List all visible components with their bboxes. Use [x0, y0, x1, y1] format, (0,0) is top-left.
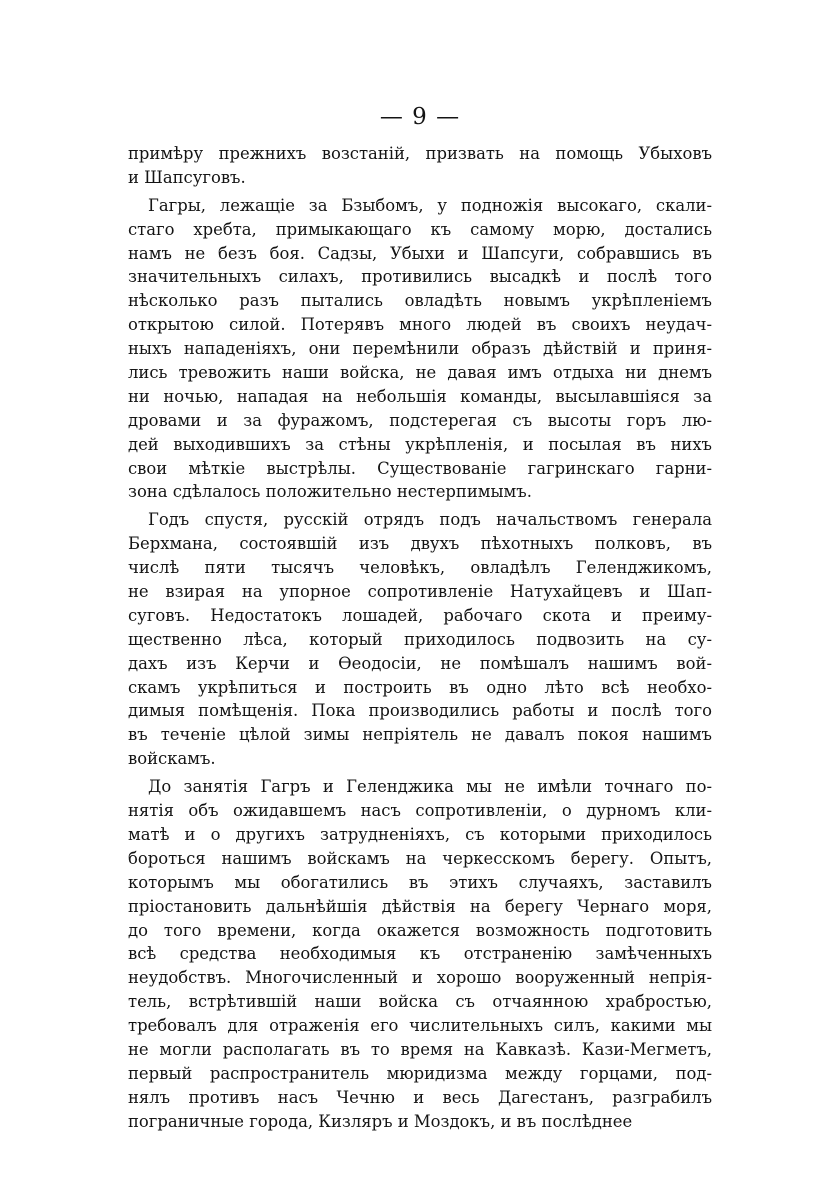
text-line: Годъ спустя, русскій отрядъ подъ начальствомъ генерала	[148, 510, 712, 530]
text-line: дей выходившихъ за стѣны укрѣпленія, и посылая въ нихъ	[128, 434, 712, 454]
text-line: Берхмана, состоявшій изъ двухъ пѣхотныхъ полковъ, въ	[128, 534, 712, 554]
text-line: лись тревожить наши войска, не давая имъ отдыха ни днемъ	[128, 363, 712, 383]
text-line: свои мѣткіе выстрѣлы. Существованіе гагринскаго гарни-	[128, 458, 712, 478]
text-line: значительныхъ силахъ, противились высадкѣ и послѣ того	[128, 267, 712, 287]
text-line: суговъ. Недостатокъ лошадей, рабочаго скота и преиму-	[128, 605, 712, 625]
text-line: тель, встрѣтившій наши войска съ отчаянною храбростью,	[128, 992, 712, 1012]
paragraph	[128, 142, 712, 190]
text-line: матѣ и о другихъ затрудненіяхъ, съ которыми приходилось	[128, 824, 712, 844]
text-line: и Шапсуговъ.	[128, 167, 246, 187]
text-line: войскамъ.	[128, 749, 216, 769]
text-line: открытою силой. Потерявъ много людей въ своихъ неудач-	[128, 315, 712, 335]
text-line: димыя помѣщенія. Пока производились работы и послѣ того	[128, 701, 712, 721]
text-line: требовалъ для отраженія его числительныхъ силъ, какими мы	[128, 1016, 712, 1036]
text-line: неудобствъ. Многочисленный и хорошо вооруженный непрія-	[128, 968, 712, 988]
text-line: стаго хребта, примыкающаго къ самому морю, достались	[128, 219, 712, 239]
page-number: — 9 —	[379, 104, 461, 130]
text-line: Гагры, лежащіе за Бзыбомъ, у подножія высокаго, скали-	[148, 195, 712, 215]
text-line: всѣ средства необходимыя къ отстраненію замѣченныхъ	[128, 944, 712, 964]
text-line: скамъ укрѣпиться и построить въ одно лѣто всѣ необхо-	[128, 677, 712, 697]
text-line: зона сдѣлалось положительно нестерпимымъ.	[128, 482, 532, 502]
paragraph	[128, 775, 712, 1133]
text-line: намъ не безъ боя. Садзы, Убыхи и Шапсуги, собравшись въ	[128, 243, 712, 263]
text-line: дахъ изъ Керчи и Ѳеодосіи, не помѣшалъ нашимъ вой-	[128, 653, 712, 673]
text-line: ныхъ нападеніяхъ, они перемѣнили образъ дѣйствій и приня-	[128, 339, 712, 359]
text-line: числѣ пяти тысячъ человѣкъ, овладѣлъ Геленджикомъ,	[128, 558, 712, 578]
text-line: нѣсколько разъ пытались овладѣть новымъ укрѣпленіемъ	[128, 291, 712, 311]
text-line: не взирая на упорное сопротивленіе Натухайцевъ и Шап-	[128, 582, 712, 602]
text-line: пріостановить дальнѣйшія дѣйствія на берегу Чернаго моря,	[128, 896, 712, 916]
text-line: ни ночью, нападая на небольшія команды, высылавшіяся за	[128, 386, 712, 406]
text-line: до того времени, когда окажется возможность подготовить	[128, 920, 712, 940]
text-line: не могли располагать въ то время на Кавказѣ. Кази-Мегметъ,	[128, 1039, 712, 1059]
paragraph	[128, 194, 712, 505]
text-line: дровами и за фуражомъ, подстерегая съ высоты горъ лю-	[128, 410, 712, 430]
body-text	[128, 142, 712, 1134]
text-line: нялъ противъ насъ Чечню и весь Дагестанъ, разграбилъ	[128, 1087, 712, 1107]
text-line: нятія объ ожидавшемъ насъ сопротивленіи, о дурномъ кли-	[128, 801, 712, 821]
text-line: примѣру прежнихъ возстаній, призвать на помощь Убыховъ	[128, 144, 712, 163]
text-line: бороться нашимъ войскамъ на черкесскомъ берегу. Опытъ,	[128, 848, 712, 868]
paragraph	[128, 508, 712, 771]
text-line: пограничные города, Кизляръ и Моздокъ, и въ послѣднее	[128, 1111, 633, 1131]
text-line: щественно лѣса, который приходилось подвозить на су-	[128, 629, 712, 649]
text-line: До занятія Гагръ и Геленджика мы не имѣли точнаго по-	[148, 777, 712, 797]
text-line: первый распространитель мюридизма между горцами, под-	[128, 1063, 712, 1083]
text-line: въ теченіе цѣлой зимы непріятель не давалъ покоя нашимъ	[128, 725, 712, 745]
text-line: которымъ мы обогатились въ этихъ случаяхъ, заставилъ	[128, 872, 712, 892]
